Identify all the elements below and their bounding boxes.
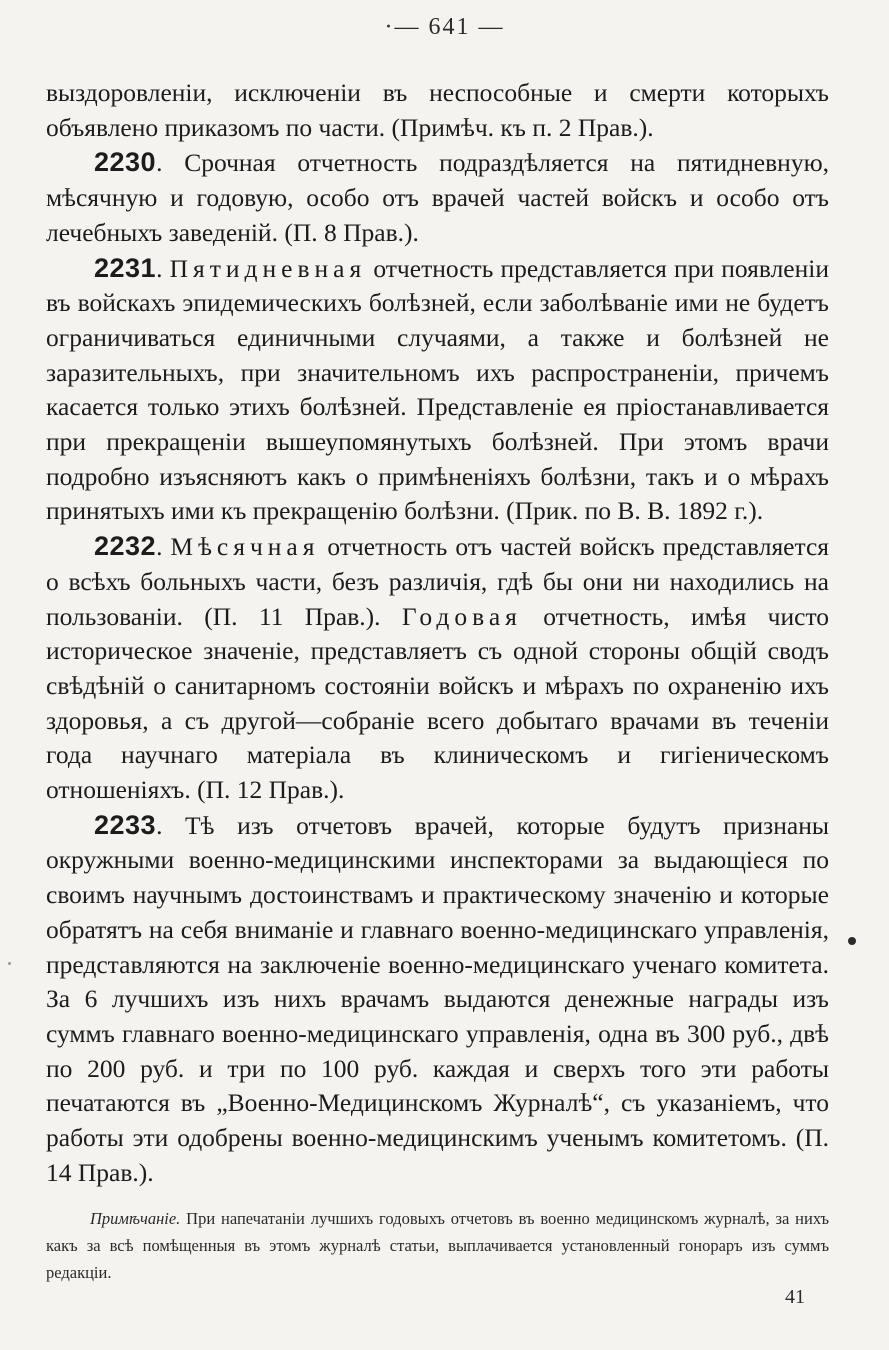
article-text: отчетность, имѣя чисто историческое значеніе, представляетъ съ одной стороны общій сводъ свѣдѣній о санитарномъ состояніи войскъ и мѣрахъ по охраненію ихъ здоровья, а съ другой—собраніе всего добытаго врачами въ теченіи года научнаго матеріала въ клиническомъ и гигіеническомъ отношеніяхъ. (П. 12 Прав.). (46, 601, 830, 805)
page-number: ·— 641 — (384, 14, 505, 40)
footnote-text: При напечатаніи лучшихъ годовыхъ отчетовъ въ военно медицинскомъ журналѣ, за нихъ какъ за всѣ помѣщенныя въ этомъ журналѣ статьи, выплачивается установленный гонораръ изъ суммъ редакціи. (46, 1208, 829, 1282)
article-2232: 2232. Мѣсячная отчетность отъ частей войскъ представляется о всѣхъ больныхъ части, безъ различія, гдѣ бы они ни находились на пользованіи. (П. 11 Прав.). Годовая отчетность, имѣя чисто историческое значеніе, представляетъ съ одной стороны общій сводъ свѣдѣній о санитарномъ состояніи войскъ и мѣрахъ по охраненію ихъ здоровья, а съ другой—собраніе всего добытаго врачами въ теченіи года научнаго матеріала въ клиническомъ и гигіеническомъ отношеніяхъ. (П. 12 Прав.). (46, 531, 830, 805)
article-number: 2233 (94, 809, 157, 840)
article-text: . Тѣ изъ отчетовъ врачей, которые будутъ признаны окружными военно-медицинскими инспекторами за выдающіеся по своимъ научнымъ достоинствамъ и практическому значенію и которые обратятъ на себя вниманіе и главнаго военно-медицинскаго управленія, представляются на заключеніе военно-медицинскаго ученаго комитета. За 6 лучшихъ изъ нихъ врачамъ выдаются денежные награды изъ суммъ главнаго военно-медицинскаго управленія, одна въ 300 руб., двѣ по 200 руб. и три по 100 руб. каждая и сверхъ того эти работы печатаются въ „Военно-Медицинскомъ Журналѣ“, съ указаніемъ, что работы эти одобрены военно-медицинскимъ ученымъ комитетомъ. (П. 14 Прав.). (46, 810, 829, 1187)
emphasized-term: Мѣсячная (170, 532, 320, 562)
ink-speck (8, 962, 11, 965)
article-2231: 2231. Пятидневная отчетность представляется при появленіи въ войскахъ эпидемическихъ болѣзней, если заболѣваніе ими не будетъ ограничиваться единичными случаями, а также и болѣзней не заразительныхъ, при значительномъ ихъ распространеніи, причемъ касается только этихъ болѣзней. Представленіе ея пріостанавливается при прекращеніи вышеупомянутыхъ болѣзней. При этомъ врачи подробно изъясняютъ какъ о примѣненіяхъ болѣзни, такъ и о мѣрахъ принятыхъ ими къ прекращенію болѣзни. (Прик. по В. В. 1892 г.). (46, 252, 830, 526)
article-text: отчетность представляется при появленіи въ войскахъ эпидемическихъ болѣзней, если заболѣваніе ими не будетъ ограничиваться единичными случаями, а также и болѣзней не заразительныхъ, при значительномъ ихъ распространеніи, причемъ касается только этихъ болѣзней. Представленіе ея пріостанавливается при прекращеніи вышеупомянутыхъ болѣзней. При этомъ врачи подробно изъясняютъ какъ о примѣненіяхъ болѣзни, такъ и о мѣрахъ принятыхъ ими къ прекращенію болѣзни. (Прик. по В. В. 1892 г.). (46, 253, 830, 526)
article-number: 2232 (94, 531, 157, 562)
article-2230 (46, 145, 829, 250)
emphasized-term: Годовая (401, 601, 522, 631)
footnote (46, 1205, 829, 1286)
page-body (46, 76, 829, 1302)
emphasized-term: Пятидневная (169, 253, 367, 283)
footnote-label: Примѣчаніе. (90, 1208, 181, 1228)
article-number: 2230 (94, 147, 157, 178)
article-text: отчетность отъ частей войскъ представляется о всѣхъ больныхъ части, безъ различія, гдѣ бы они ни находились на пользованіи. (П. 11 Прав.). (46, 532, 830, 631)
printer-signature: 41 (785, 1286, 805, 1308)
article-text: . Срочная отчетность подраздѣляется на пятидневную, мѣсячную и годовую, особо отъ врачей частей войскъ и особо отъ лечебныхъ заведеній. (П. 8 Прав.). (46, 148, 829, 247)
article-2233 (46, 808, 829, 1191)
paragraph-intro: выздоровленіи, исключеніи въ неспособные и смерти которыхъ объявлено приказомъ по части. (Примѣч. къ п. 2 Прав.). (46, 78, 829, 142)
ink-spot (848, 937, 856, 945)
article-number: 2231 (94, 252, 157, 283)
